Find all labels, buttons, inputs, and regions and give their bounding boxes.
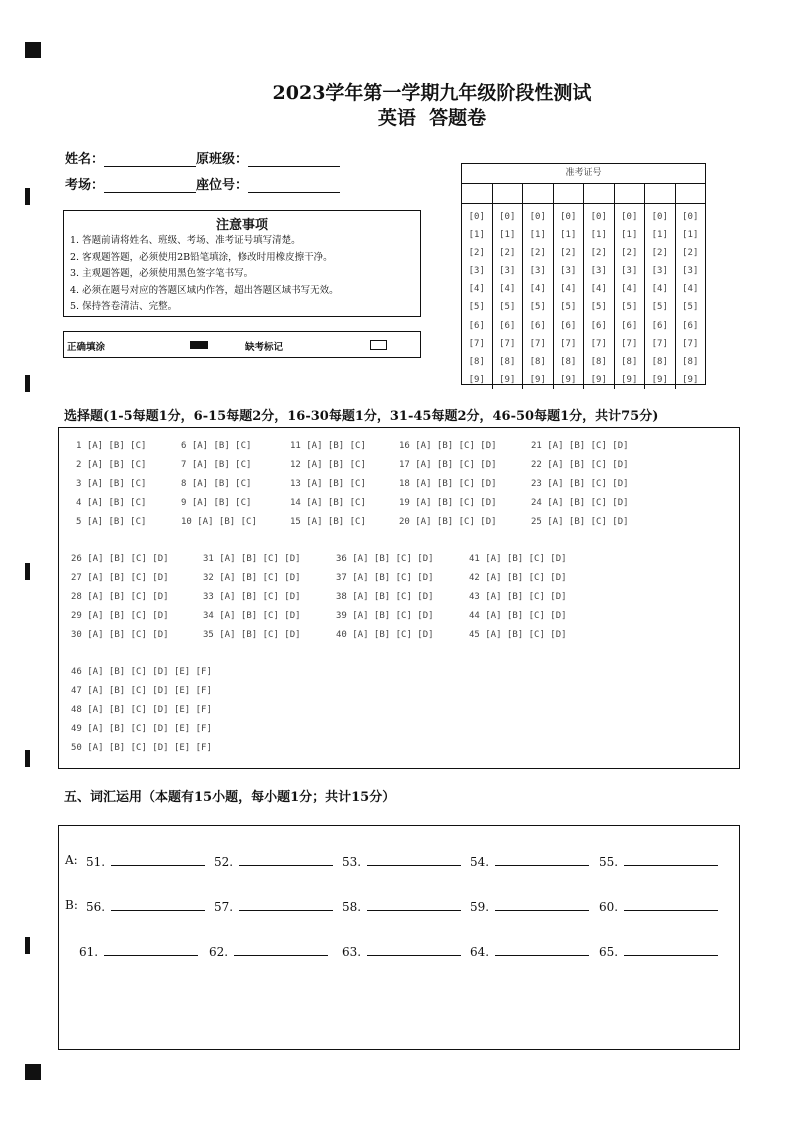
vocab-answer-line[interactable] <box>495 943 589 956</box>
digit-bubble[interactable]: [6] <box>651 320 668 331</box>
correct-fill-sample <box>190 341 208 349</box>
question-bubble-row[interactable]: 3 [A] [B] [C] <box>76 479 147 489</box>
digit-bubble[interactable]: [1] <box>499 230 516 241</box>
digit-bubble[interactable]: [8] <box>651 356 668 367</box>
timing-mark <box>25 375 30 392</box>
digit-bubble[interactable]: [4] <box>468 284 485 295</box>
digit-bubble[interactable]: [5] <box>499 302 516 313</box>
digit-bubble[interactable]: [7] <box>499 338 516 349</box>
digit-bubble[interactable]: [1] <box>468 230 485 241</box>
digit-bubble[interactable]: [0] <box>560 212 577 222</box>
digit-bubble[interactable]: [5] <box>468 302 485 313</box>
digit-bubble[interactable]: [1] <box>529 230 546 241</box>
timing-mark <box>25 937 30 954</box>
question-bubble-row[interactable]: 13 [A] [B] [C] <box>290 479 366 489</box>
digit-bubble[interactable]: [7] <box>621 338 638 349</box>
digit-bubble[interactable]: [8] <box>682 356 699 367</box>
digit-bubble[interactable]: [5] <box>621 302 638 313</box>
vocab-answer-blank <box>599 898 718 914</box>
digit-bubble[interactable]: [8] <box>560 356 577 367</box>
digit-bubble[interactable]: [3] <box>499 266 516 277</box>
vocab-answer-line[interactable] <box>239 898 333 911</box>
question-bubble-row[interactable]: 9 [A] [B] [C] <box>181 498 252 508</box>
digit-bubble[interactable]: [4] <box>651 284 668 295</box>
notes-item: 5. 保持答卷清洁、完整。 <box>70 301 178 312</box>
vocab-question-number: 53. <box>342 855 362 869</box>
vocab-answer-line[interactable] <box>239 853 333 866</box>
admission-write-cell[interactable] <box>462 184 493 203</box>
question-bubble-row[interactable]: 47 [A] [B] [C] [D] [E] [F] <box>71 686 212 696</box>
vocab-answer-blank <box>470 898 589 914</box>
question-bubble-row[interactable]: 30 [A] [B] [C] [D] <box>71 630 169 640</box>
digit-bubble[interactable]: [9] <box>468 374 485 385</box>
vocab-question-number: 60. <box>599 900 619 914</box>
question-bubble-row[interactable]: 27 [A] [B] [C] [D] <box>71 573 169 583</box>
question-bubble-row[interactable]: 16 [A] [B] [C] [D] <box>399 441 497 451</box>
question-bubble-row[interactable]: 40 [A] [B] [C] [D] <box>336 630 434 640</box>
digit-bubble[interactable]: [7] <box>529 338 546 349</box>
question-bubble-row[interactable]: 49 [A] [B] [C] [D] [E] [F] <box>71 724 212 734</box>
digit-bubble[interactable]: [1] <box>682 230 699 241</box>
question-bubble-row[interactable]: 31 [A] [B] [C] [D] <box>203 554 301 564</box>
admission-digit-column <box>523 204 554 389</box>
question-bubble-row[interactable]: 46 [A] [B] [C] [D] [E] [F] <box>71 667 212 677</box>
question-bubble-row[interactable]: 42 [A] [B] [C] [D] <box>469 573 567 583</box>
admission-digit-column <box>676 204 706 389</box>
digit-bubble[interactable]: [8] <box>499 356 516 367</box>
question-bubble-row[interactable]: 35 [A] [B] [C] [D] <box>203 630 301 640</box>
question-bubble-row[interactable]: 48 [A] [B] [C] [D] [E] [F] <box>71 705 212 715</box>
vocab-question-number: 57. <box>214 900 234 914</box>
digit-bubble[interactable]: [5] <box>590 302 607 313</box>
vocab-answer-line[interactable] <box>234 943 328 956</box>
vocab-answer-blank <box>209 943 328 959</box>
question-bubble-row[interactable]: 37 [A] [B] [C] [D] <box>336 573 434 583</box>
vocab-answer-line[interactable] <box>495 853 589 866</box>
notes-item: 4. 必须在题号对应的答题区域内作答，超出答题区域书写无效。 <box>70 284 339 296</box>
digit-bubble[interactable]: [9] <box>529 374 546 385</box>
vocab-question-number: 63. <box>342 945 362 959</box>
question-bubble-row[interactable]: 20 [A] [B] [C] [D] <box>399 517 497 527</box>
digit-bubble[interactable]: [8] <box>468 356 485 367</box>
digit-bubble[interactable]: [2] <box>621 248 638 259</box>
vocab-answer-blank <box>214 898 333 914</box>
question-bubble-row[interactable]: 6 [A] [B] [C] <box>181 441 252 451</box>
question-bubble-row[interactable]: 1 [A] [B] [C] <box>76 441 147 451</box>
digit-bubble[interactable]: [3] <box>529 266 546 277</box>
page-subtitle: 英语 答题卷 <box>377 107 487 129</box>
question-bubble-row[interactable]: 26 [A] [B] [C] [D] <box>71 554 169 564</box>
question-bubble-row[interactable]: 25 [A] [B] [C] [D] <box>531 517 629 527</box>
vocab-part-label: A: <box>65 853 78 867</box>
question-bubble-row[interactable]: 11 [A] [B] [C] <box>290 441 366 451</box>
digit-bubble[interactable]: [7] <box>468 338 485 349</box>
choice-section-title: 选择题(1-5每题1分，6-15每题2分，16-30每题1分，31-45每题2分，46-50每题1分，共计75分) <box>64 409 659 424</box>
question-bubble-row[interactable]: 8 [A] [B] [C] <box>181 479 252 489</box>
digit-bubble[interactable]: [8] <box>590 356 607 367</box>
correct-fill-label: 正确填涂 <box>67 342 106 353</box>
absent-mark-label: 缺考标记 <box>245 342 284 353</box>
admission-title: 准考证号 <box>462 164 705 184</box>
digit-bubble[interactable]: [4] <box>682 284 699 295</box>
question-bubble-row[interactable]: 28 [A] [B] [C] [D] <box>71 592 169 602</box>
fill-example-box <box>63 331 421 358</box>
digit-bubble[interactable]: [3] <box>621 266 638 277</box>
digit-bubble[interactable]: [2] <box>682 248 699 259</box>
question-bubble-row[interactable]: 39 [A] [B] [C] [D] <box>336 611 434 621</box>
digit-bubble[interactable]: [4] <box>590 284 607 295</box>
question-bubble-row[interactable]: 50 [A] [B] [C] [D] [E] [F] <box>71 743 212 753</box>
vocab-answer-blank <box>599 853 718 869</box>
vocab-question-number: 55. <box>599 855 619 869</box>
notes-item: 2. 客观题答题，必须使用2B铅笔填涂，修改时用橡皮擦干净。 <box>70 251 333 263</box>
vocab-answer-blank <box>342 943 461 959</box>
question-bubble-row[interactable]: 14 [A] [B] [C] <box>290 498 366 508</box>
digit-bubble[interactable]: [6] <box>682 320 699 331</box>
digit-bubble[interactable]: [3] <box>560 266 577 277</box>
digit-bubble[interactable]: [0] <box>651 212 668 222</box>
vocab-answer-line[interactable] <box>624 898 718 911</box>
digit-bubble[interactable]: [2] <box>499 248 516 259</box>
vocab-answer-blank <box>214 853 333 869</box>
vocab-question-number: 64. <box>470 945 490 959</box>
digit-bubble[interactable]: [3] <box>682 266 699 277</box>
digit-bubble[interactable]: [8] <box>529 356 546 367</box>
room-field[interactable] <box>104 178 196 193</box>
digit-bubble[interactable]: [0] <box>590 212 607 222</box>
absent-mark-checkbox[interactable] <box>370 340 387 350</box>
notes-title: 注意事项 <box>215 218 268 233</box>
digit-bubble[interactable]: [7] <box>590 338 607 349</box>
info-row-1 <box>65 148 340 167</box>
vocab-answer-line[interactable] <box>111 853 205 866</box>
vocab-question-number: 61. <box>79 945 99 959</box>
vocab-section-title: 五、词汇运用（本题有15小题，每小题1分；共计15分） <box>64 790 396 805</box>
admission-number-grid <box>461 163 706 385</box>
digit-bubble[interactable]: [0] <box>499 212 516 222</box>
choice-answer-box <box>58 427 740 769</box>
notes-item: 3. 主观题答题，必须使用黑色签字笔书写。 <box>70 268 254 279</box>
question-bubble-row[interactable]: 45 [A] [B] [C] [D] <box>469 630 567 640</box>
digit-bubble[interactable]: [6] <box>621 320 638 331</box>
vocab-question-number: 51. <box>86 855 106 869</box>
admission-write-cell[interactable] <box>493 184 524 203</box>
digit-bubble[interactable]: [6] <box>468 320 485 331</box>
digit-bubble[interactable]: [4] <box>621 284 638 295</box>
admission-write-cell[interactable] <box>615 184 646 203</box>
vocab-answer-line[interactable] <box>104 943 198 956</box>
digit-bubble[interactable]: [9] <box>499 374 516 385</box>
vocab-question-number: 54. <box>470 855 490 869</box>
digit-bubble[interactable]: [4] <box>529 284 546 295</box>
vocab-answer-blank <box>599 943 718 959</box>
digit-bubble[interactable]: [7] <box>651 338 668 349</box>
digit-bubble[interactable]: [1] <box>560 230 577 241</box>
vocab-answer-blank <box>86 898 205 914</box>
vocab-answer-blank <box>470 943 589 959</box>
notes-item: 1. 答题前请将姓名、班级、考场、准考证号填写清楚。 <box>70 235 301 246</box>
question-bubble-row[interactable]: 24 [A] [B] [C] [D] <box>531 498 629 508</box>
digit-bubble[interactable]: [9] <box>682 374 699 385</box>
admission-write-cell[interactable] <box>523 184 554 203</box>
class-field[interactable] <box>248 152 340 167</box>
digit-bubble[interactable]: [4] <box>499 284 516 295</box>
vocab-question-number: 59. <box>470 900 490 914</box>
seat-label: 座位号： <box>196 178 249 193</box>
admission-bubble-columns <box>462 204 705 389</box>
digit-bubble[interactable]: [1] <box>590 230 607 241</box>
digit-bubble[interactable]: [9] <box>590 374 607 385</box>
digit-bubble[interactable]: [9] <box>621 374 638 385</box>
question-bubble-row[interactable]: 7 [A] [B] [C] <box>181 460 252 470</box>
vocab-question-number: 58. <box>342 900 362 914</box>
question-bubble-row[interactable]: 23 [A] [B] [C] [D] <box>531 479 629 489</box>
digit-bubble[interactable]: [2] <box>590 248 607 259</box>
admission-digit-column <box>645 204 676 389</box>
digit-bubble[interactable]: [0] <box>682 212 699 222</box>
room-label: 考场： <box>65 178 105 193</box>
digit-bubble[interactable]: [5] <box>560 302 577 313</box>
digit-bubble[interactable]: [0] <box>468 212 485 222</box>
seat-field[interactable] <box>248 178 340 193</box>
admission-write-cell[interactable] <box>645 184 676 203</box>
vocab-answer-box <box>58 825 740 1050</box>
digit-bubble[interactable]: [2] <box>529 248 546 259</box>
notes-box <box>63 210 421 317</box>
question-bubble-row[interactable]: 44 [A] [B] [C] [D] <box>469 611 567 621</box>
question-bubble-row[interactable]: 41 [A] [B] [C] [D] <box>469 554 567 564</box>
timing-mark <box>25 1064 41 1080</box>
question-bubble-row[interactable]: 17 [A] [B] [C] [D] <box>399 460 497 470</box>
question-bubble-row[interactable]: 12 [A] [B] [C] <box>290 460 366 470</box>
name-label: 姓名： <box>65 152 105 167</box>
timing-mark <box>25 188 30 205</box>
vocab-question-number: 52. <box>214 855 234 869</box>
question-bubble-row[interactable]: 43 [A] [B] [C] [D] <box>469 592 567 602</box>
digit-bubble[interactable]: [6] <box>529 320 546 331</box>
question-bubble-row[interactable]: 10 [A] [B] [C] <box>181 517 257 527</box>
vocab-answer-line[interactable] <box>367 853 461 866</box>
question-bubble-row[interactable]: 33 [A] [B] [C] [D] <box>203 592 301 602</box>
question-bubble-row[interactable]: 21 [A] [B] [C] [D] <box>531 441 629 451</box>
admission-digit-column <box>584 204 615 389</box>
digit-bubble[interactable]: [9] <box>651 374 668 385</box>
admission-digit-column <box>615 204 646 389</box>
vocab-part-label: B: <box>65 898 78 912</box>
digit-bubble[interactable]: [4] <box>560 284 577 295</box>
name-field[interactable] <box>104 152 196 167</box>
class-label: 原班级： <box>196 152 249 167</box>
digit-bubble[interactable]: [3] <box>468 266 485 277</box>
timing-mark <box>25 563 30 580</box>
info-row-2 <box>65 174 340 193</box>
admission-write-cell[interactable] <box>554 184 585 203</box>
digit-bubble[interactable]: [2] <box>560 248 577 259</box>
digit-bubble[interactable]: [2] <box>651 248 668 259</box>
question-bubble-row[interactable]: 2 [A] [B] [C] <box>76 460 147 470</box>
question-bubble-row[interactable]: 34 [A] [B] [C] [D] <box>203 611 301 621</box>
digit-bubble[interactable]: [0] <box>621 212 638 222</box>
digit-bubble[interactable]: [1] <box>621 230 638 241</box>
admission-digit-column <box>462 204 493 389</box>
digit-bubble[interactable]: [1] <box>651 230 668 241</box>
digit-bubble[interactable]: [6] <box>590 320 607 331</box>
digit-bubble[interactable]: [6] <box>499 320 516 331</box>
vocab-question-number: 65. <box>599 945 619 959</box>
question-bubble-row[interactable]: 5 [A] [B] [C] <box>76 517 147 527</box>
vocab-answer-line[interactable] <box>111 898 205 911</box>
timing-mark <box>25 42 41 58</box>
vocab-answer-blank <box>342 898 461 914</box>
question-bubble-row[interactable]: 4 [A] [B] [C] <box>76 498 147 508</box>
admission-write-cell[interactable] <box>584 184 615 203</box>
vocab-answer-blank <box>86 853 205 869</box>
digit-bubble[interactable]: [5] <box>651 302 668 313</box>
page-title: 2023学年第一学期九年级阶段性测试 <box>272 82 592 104</box>
digit-bubble[interactable]: [7] <box>682 338 699 349</box>
question-bubble-row[interactable]: 19 [A] [B] [C] [D] <box>399 498 497 508</box>
admission-write-cell[interactable] <box>676 184 706 203</box>
vocab-answer-line[interactable] <box>624 853 718 866</box>
admission-digit-column <box>554 204 585 389</box>
digit-bubble[interactable]: [5] <box>529 302 546 313</box>
digit-bubble[interactable]: [0] <box>529 212 546 222</box>
admission-write-row <box>462 184 705 204</box>
vocab-answer-blank <box>79 943 198 959</box>
question-bubble-row[interactable]: 29 [A] [B] [C] [D] <box>71 611 169 621</box>
vocab-answer-blank <box>342 853 461 869</box>
question-bubble-row[interactable]: 36 [A] [B] [C] [D] <box>336 554 434 564</box>
digit-bubble[interactable]: [2] <box>468 248 485 259</box>
question-bubble-row[interactable]: 32 [A] [B] [C] [D] <box>203 573 301 583</box>
digit-bubble[interactable]: [8] <box>621 356 638 367</box>
timing-mark <box>25 750 30 767</box>
admission-digit-column <box>493 204 524 389</box>
vocab-answer-line[interactable] <box>495 898 589 911</box>
vocab-answer-line[interactable] <box>367 898 461 911</box>
vocab-answer-line[interactable] <box>624 943 718 956</box>
digit-bubble[interactable]: [5] <box>682 302 699 313</box>
digit-bubble[interactable]: [3] <box>590 266 607 277</box>
question-bubble-row[interactable]: 38 [A] [B] [C] [D] <box>336 592 434 602</box>
vocab-answer-blank <box>470 853 589 869</box>
digit-bubble[interactable]: [3] <box>651 266 668 277</box>
digit-bubble[interactable]: [7] <box>560 338 577 349</box>
digit-bubble[interactable]: [9] <box>560 374 577 385</box>
digit-bubble[interactable]: [6] <box>560 320 577 331</box>
question-bubble-row[interactable]: 15 [A] [B] [C] <box>290 517 366 527</box>
vocab-question-number: 62. <box>209 945 229 959</box>
vocab-question-number: 56. <box>86 900 106 914</box>
question-bubble-row[interactable]: 22 [A] [B] [C] [D] <box>531 460 629 470</box>
vocab-answer-line[interactable] <box>367 943 461 956</box>
question-bubble-row[interactable]: 18 [A] [B] [C] [D] <box>399 479 497 489</box>
